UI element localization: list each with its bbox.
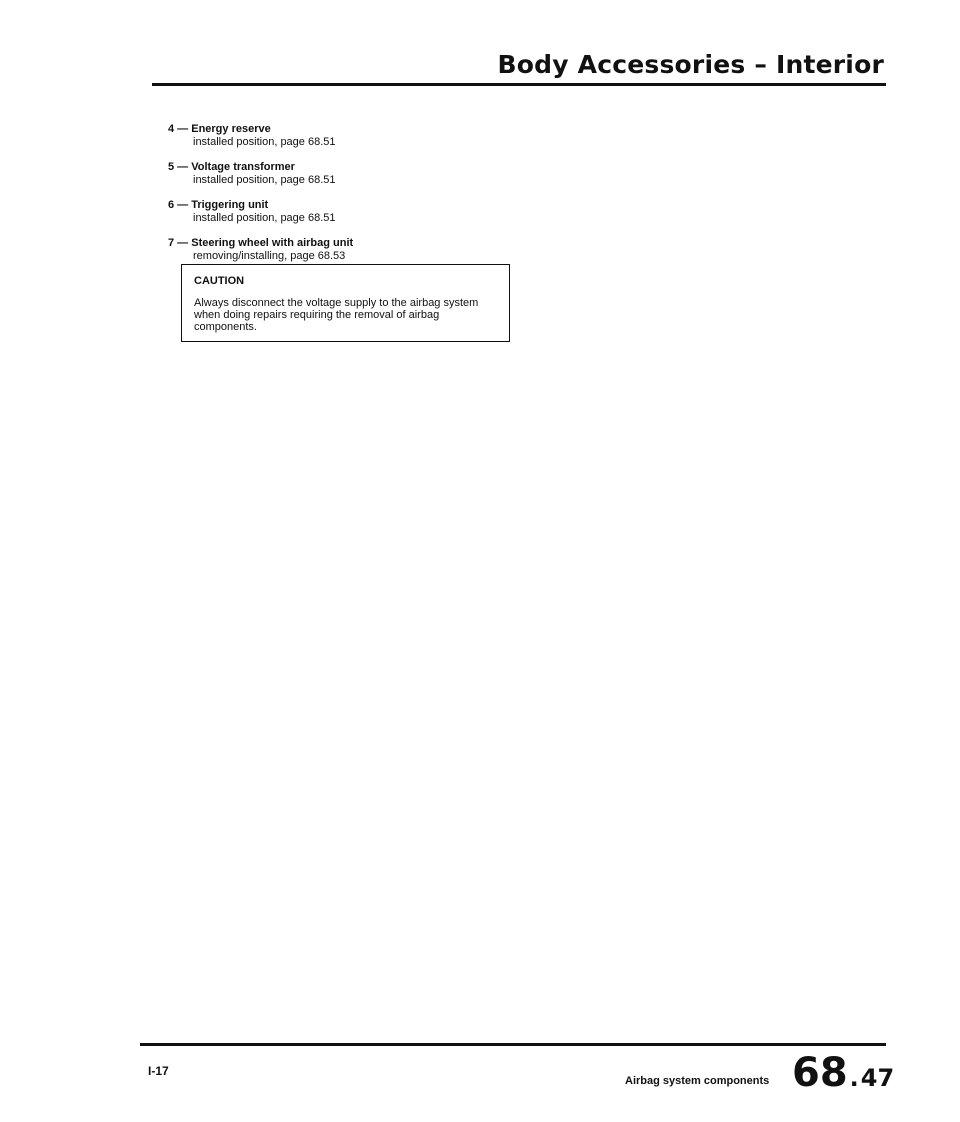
page-number	[792, 1050, 894, 1096]
page-number-major: 68	[792, 1050, 848, 1096]
item-heading: 5 — Voltage transformer	[168, 161, 295, 173]
component-list	[168, 123, 528, 275]
item-heading: 7 — Steering wheel with airbag unit	[168, 237, 354, 249]
header-rule	[152, 83, 886, 86]
item-heading: 4 — Energy reserve	[168, 123, 271, 135]
item-reference: installed position, page 68.51	[193, 174, 336, 186]
footer-section-title: Airbag system components	[625, 1075, 770, 1087]
page-number-dot: .	[849, 1064, 859, 1092]
item-reference: installed position, page 68.51	[193, 136, 336, 148]
list-item	[168, 161, 528, 187]
item-heading: 6 — Triggering unit	[168, 199, 269, 211]
list-item	[168, 123, 528, 149]
caution-box	[181, 264, 510, 342]
page-header-title: Body Accessories – Interior	[497, 50, 884, 79]
caution-text: Always disconnect the voltage supply to the airbag system when doing repairs requiring the removal of airbag components.	[194, 297, 479, 333]
item-reference: removing/installing, page 68.53	[193, 250, 346, 262]
caution-label: CAUTION	[194, 275, 245, 287]
list-item	[168, 237, 528, 263]
footer-rule	[140, 1043, 886, 1046]
list-item	[168, 199, 528, 225]
item-reference: installed position, page 68.51	[193, 212, 336, 224]
page-number-minor: 47	[860, 1064, 895, 1092]
page-code: I-17	[148, 1064, 169, 1078]
